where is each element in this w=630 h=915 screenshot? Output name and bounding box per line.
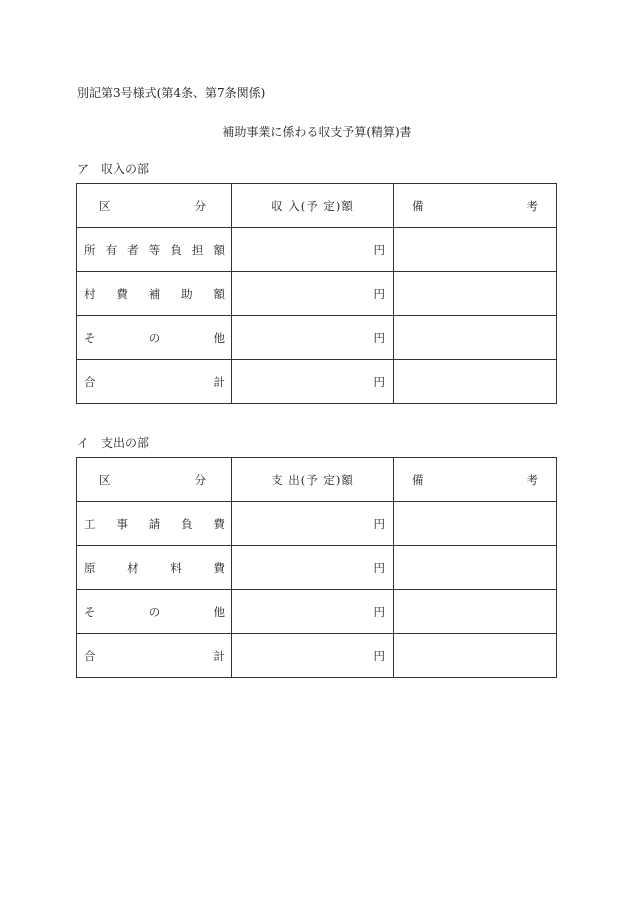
expense-table [76,457,557,678]
label-char: 工 [84,516,96,531]
row-label [77,502,232,546]
label-char: 者 [127,242,139,257]
label-char: 材 [127,560,139,575]
income-amount-header-label: 収 入(予 定)額 [271,198,354,213]
income-section-mark: ア [77,162,90,176]
label-char: 負 [170,242,182,257]
label-char: 負 [181,516,193,531]
label-char: 他 [213,604,225,619]
amount-cell[interactable] [232,228,394,272]
amount-cell[interactable] [232,634,394,678]
row-label [77,272,232,316]
amount-cell[interactable] [232,546,394,590]
table-row [77,360,557,404]
label-char: 費 [213,516,225,531]
table-row [77,316,557,360]
yen-unit: 円 [373,648,385,663]
remarks-cell[interactable] [394,228,557,272]
label-char: そ [84,330,96,345]
yen-unit: 円 [373,560,385,575]
table-row [77,502,557,546]
label-char: 費 [213,560,225,575]
label-char: 請 [148,516,161,531]
remarks-cell[interactable] [394,502,557,546]
label-char: 助 [181,286,193,301]
remarks-cell[interactable] [394,272,557,316]
expense-header-row [77,458,557,502]
row-label [77,546,232,590]
header-char: 考 [526,472,538,487]
remarks-cell[interactable] [394,590,557,634]
expense-section-mark: イ [77,436,90,450]
header-char: 分 [194,198,206,213]
table-row [77,272,557,316]
income-remarks-header [394,184,557,228]
income-section-heading [77,160,149,177]
row-label [77,360,232,404]
remarks-cell[interactable] [394,634,557,678]
label-char: 原 [84,560,96,575]
label-char: の [148,604,161,619]
label-char: の [148,330,161,345]
label-char: 額 [213,286,225,301]
table-row [77,590,557,634]
table-row [77,634,557,678]
row-label [77,316,232,360]
yen-unit: 円 [373,242,385,257]
expense-section-label: 支出の部 [101,436,150,450]
row-label [77,590,232,634]
label-char: 他 [213,330,225,345]
expense-section-heading [77,434,149,451]
form-number: 別記第3号様式(第4条、第7条関係) [77,86,266,100]
label-char: 計 [213,648,225,663]
header-char: 分 [194,472,206,487]
header-char: 考 [526,198,538,213]
remarks-cell[interactable] [394,316,557,360]
yen-unit: 円 [373,374,385,389]
label-char: 費 [116,286,128,301]
expense-amount-header-label: 支 出(予 定)額 [271,472,354,487]
row-label [77,634,232,678]
expense-category-header [77,458,232,502]
label-char: 村 [84,286,96,301]
yen-unit: 円 [373,604,385,619]
income-category-header [77,184,232,228]
table-row [77,228,557,272]
remarks-cell[interactable] [394,360,557,404]
label-char: 担 [191,242,204,257]
document-title: 補助事業に係わる収支予算(精算)書 [222,125,412,139]
label-char: 計 [213,374,225,389]
label-char: 有 [105,242,118,257]
label-char: そ [84,604,96,619]
label-char: 所 [84,242,96,257]
amount-cell[interactable] [232,502,394,546]
header-char: 備 [412,198,424,213]
income-section-label: 収入の部 [101,162,150,176]
expense-remarks-header [394,458,557,502]
row-label [77,228,232,272]
label-char: 合 [84,374,96,389]
income-amount-header [232,184,394,228]
label-char: 合 [84,648,96,663]
amount-cell[interactable] [232,360,394,404]
remarks-cell[interactable] [394,546,557,590]
yen-unit: 円 [373,286,385,301]
income-header-row [77,184,557,228]
label-char: 等 [148,242,161,257]
expense-amount-header [232,458,394,502]
label-char: 料 [170,560,182,575]
amount-cell[interactable] [232,590,394,634]
table-row [77,546,557,590]
label-char: 補 [148,286,161,301]
header-char: 区 [99,198,111,213]
yen-unit: 円 [373,330,385,345]
income-table [76,183,557,404]
amount-cell[interactable] [232,316,394,360]
header-char: 区 [99,472,111,487]
amount-cell[interactable] [232,272,394,316]
label-char: 事 [116,516,128,531]
label-char: 額 [213,242,225,257]
yen-unit: 円 [373,516,385,531]
header-char: 備 [412,472,424,487]
